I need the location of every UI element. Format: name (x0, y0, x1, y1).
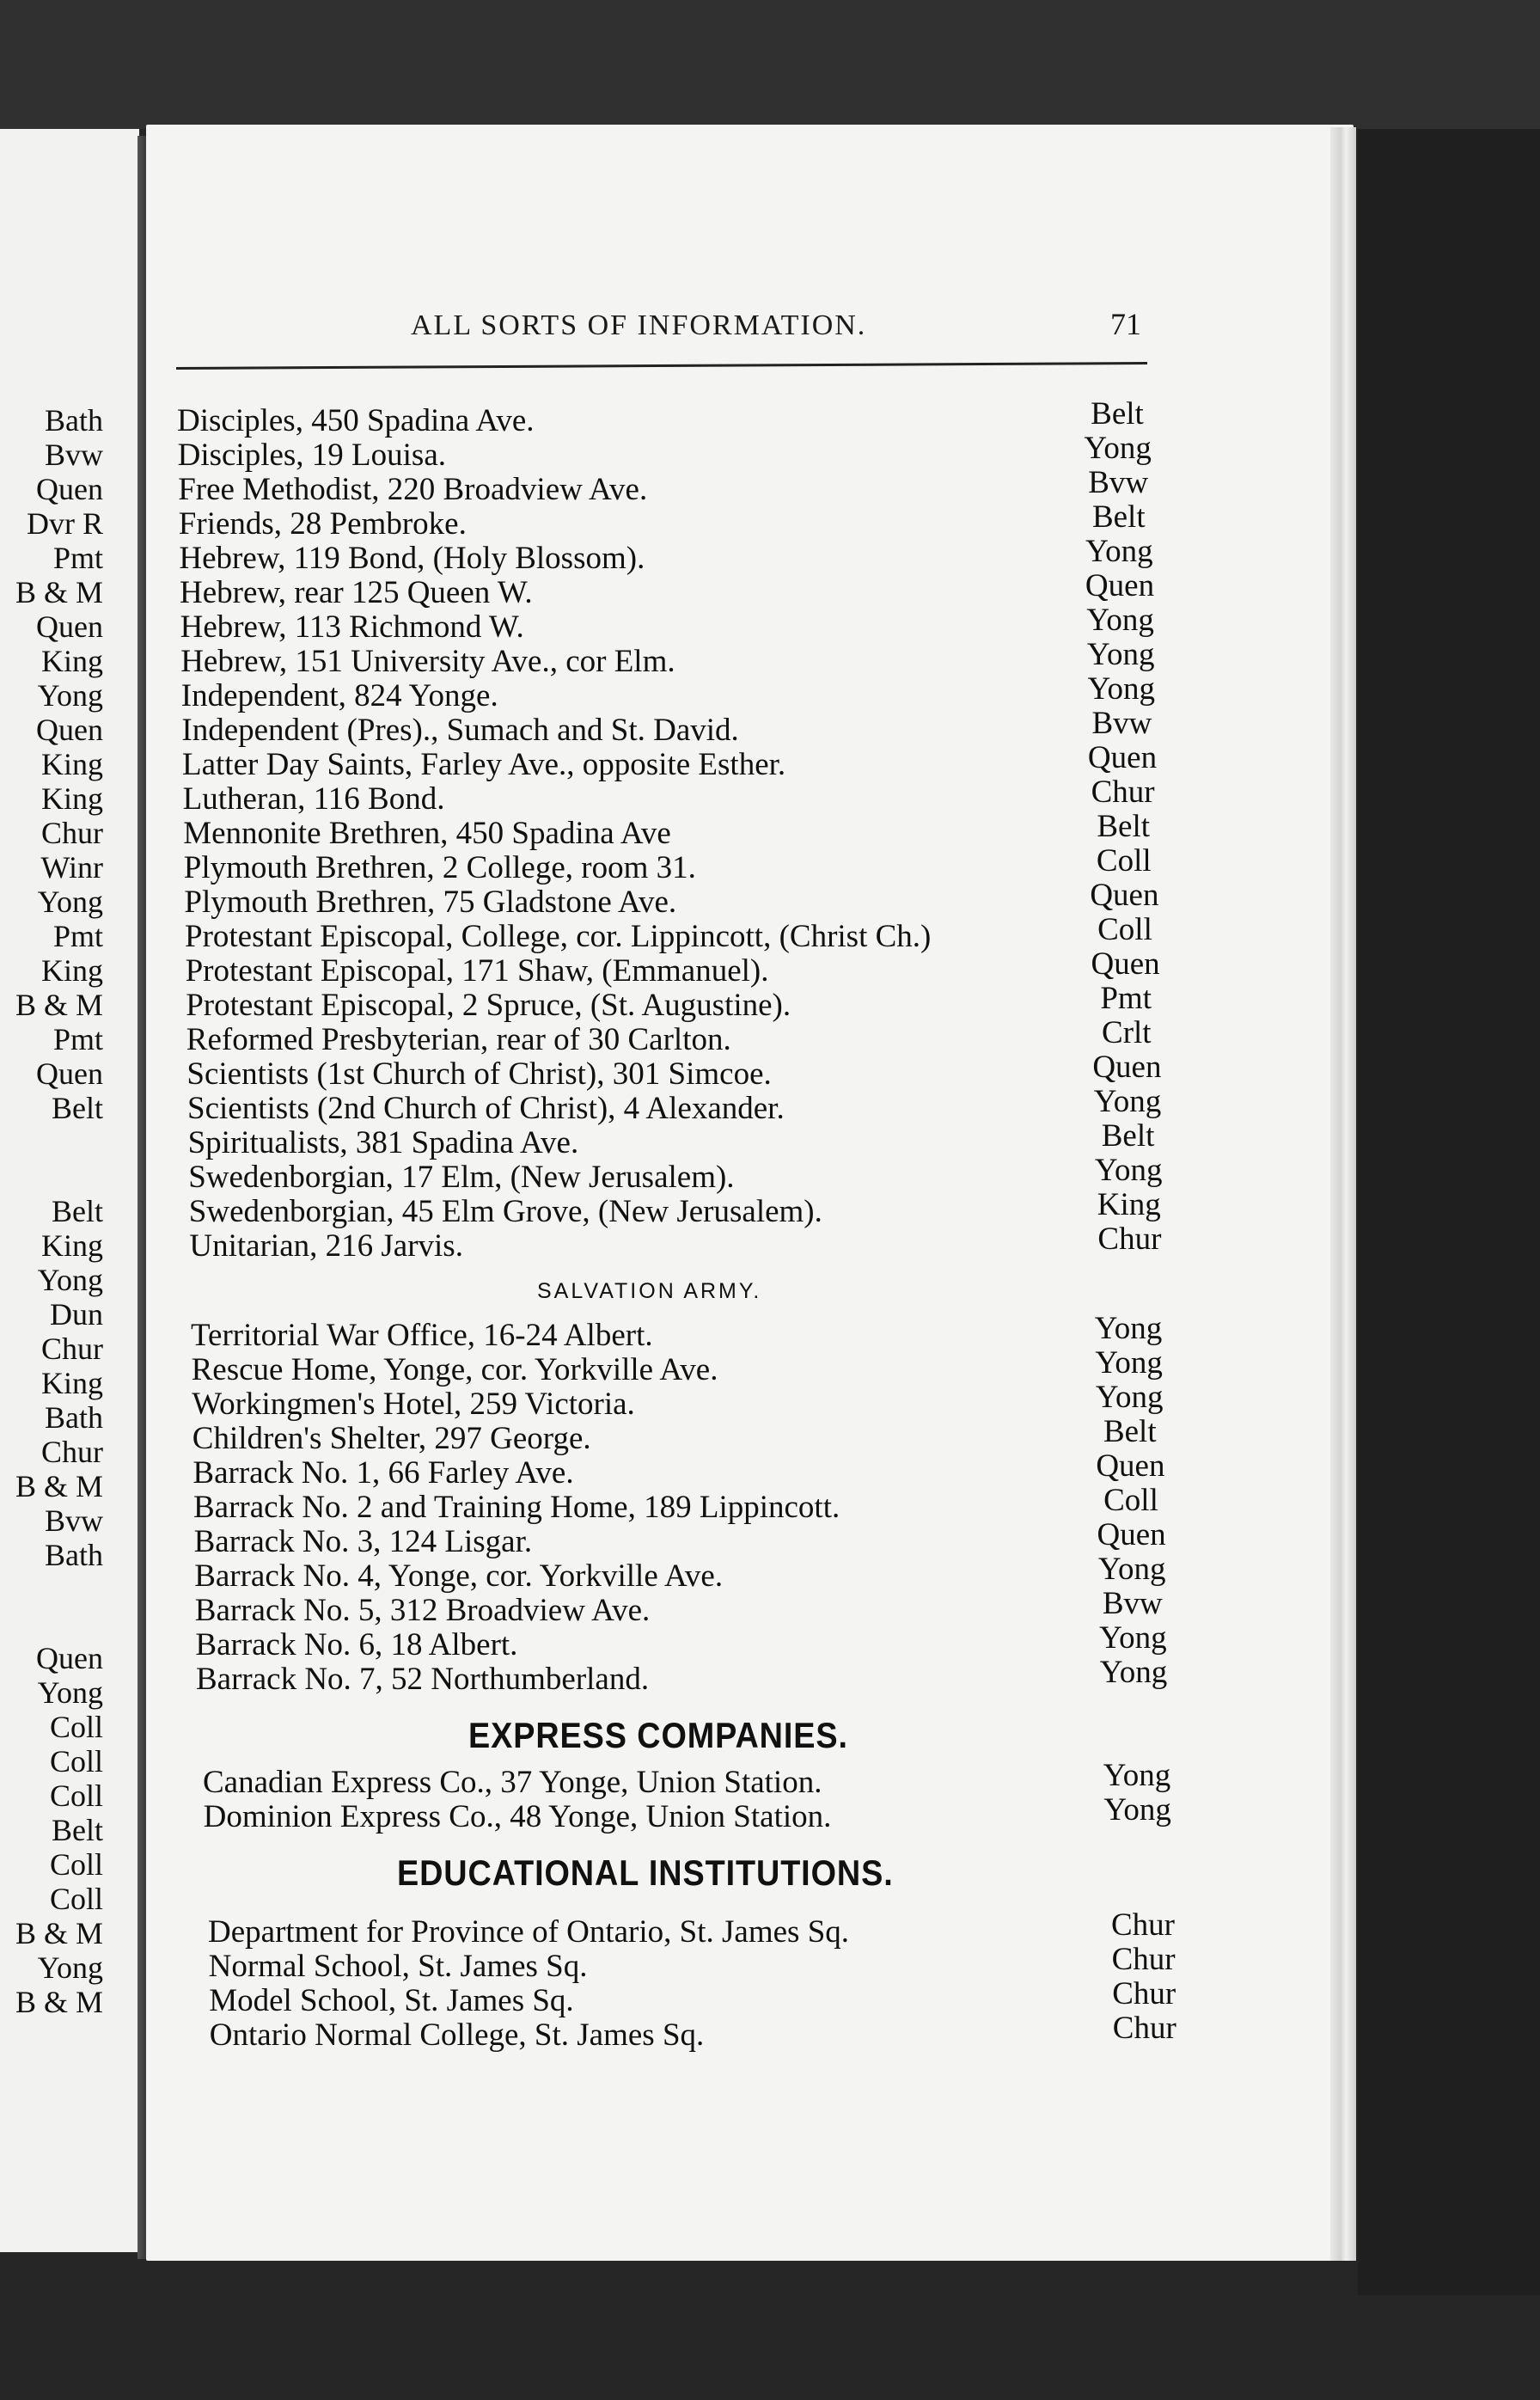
left-page-code: Coll (49, 1710, 103, 1744)
left-page-code: B & M (15, 1916, 103, 1950)
entry-text: Workingmen's Hotel, 259 Victoria. (192, 1387, 635, 1422)
entry-code: Yong (1094, 1311, 1163, 1346)
left-page-code: Bath (45, 1538, 103, 1572)
left-page-code: Coll (49, 1847, 103, 1882)
entry-code: Coll (1097, 912, 1152, 947)
entry-code: Pmt (1100, 981, 1152, 1016)
left-page-code: Yong (37, 885, 103, 919)
entry-code: King (1097, 1187, 1161, 1222)
left-page-code: B & M (15, 1469, 103, 1503)
entry-code: Yong (1085, 534, 1153, 569)
entry-code: Chur (1097, 1221, 1162, 1257)
left-page-code: Belt (52, 1194, 103, 1228)
entry-text: Barrack No. 4, Yonge, cor. Yorkville Ave. (194, 1558, 724, 1594)
entry-text: Spiritualists, 381 Spadina Ave. (187, 1125, 579, 1160)
left-page-code: Chur (41, 1332, 103, 1366)
entry-code: Quen (1091, 946, 1160, 982)
entry-text: Territorial War Office, 16-24 Albert. (191, 1318, 653, 1353)
salvation-army-heading: SALVATION ARMY. (537, 1279, 762, 1303)
running-header (411, 309, 866, 342)
left-page-code: Quen (36, 609, 103, 644)
entry-text: Scientists (1st Church of Christ), 301 Simcoe. (186, 1056, 772, 1092)
page-number: 71 (1110, 307, 1141, 341)
entry-code: Belt (1091, 499, 1146, 535)
entry-code: Chur (1112, 2011, 1176, 2046)
entry-text: Lutheran, 116 Bond. (182, 781, 445, 817)
entry-text: Barrack No. 6, 18 Albert. (195, 1627, 518, 1662)
left-page-code: Coll (49, 1779, 103, 1813)
entry-code: Quen (1096, 1448, 1165, 1484)
entry-code: Yong (1084, 431, 1152, 466)
left-page-code: Belt (52, 1091, 103, 1125)
entry-text: Barrack No. 2 and Training Home, 189 Lippincott. (193, 1490, 840, 1525)
entry-code: Yong (1093, 1084, 1162, 1119)
entry-text: Rescue Home, Yonge, cor. Yorkville Ave. (191, 1352, 718, 1387)
entry-code: Yong (1095, 1380, 1164, 1415)
left-page-code: Chur (41, 816, 103, 850)
entry-text: Swedenborgian, 17 Elm, (New Jerusalem). (188, 1160, 735, 1195)
entry-code: Chur (1111, 1907, 1175, 1943)
entry-code: Chur (1091, 774, 1155, 810)
left-page-code: King (41, 747, 103, 781)
left-page-code: Winr (40, 850, 103, 885)
entry-code: Yong (1097, 1552, 1166, 1587)
left-page-code: Bath (45, 1400, 103, 1435)
left-page-code: Quen (36, 1056, 103, 1091)
left-page-code: Yong (37, 678, 103, 713)
entry-code: Yong (1099, 1655, 1168, 1690)
entry-code: Coll (1103, 1483, 1158, 1518)
entry-text: Model School, St. James Sq. (209, 1983, 574, 2018)
entry-text: Reformed Presbyterian, rear of 30 Carlton. (186, 1022, 731, 1057)
page-edges (1330, 127, 1356, 2261)
entry-text: Disciples, 450 Spadina Ave. (177, 403, 535, 438)
left-page-code: Pmt (52, 1022, 103, 1056)
entry-code: Crlt (1102, 1015, 1152, 1050)
entry-text: Dominion Express Co., 48 Yonge, Union Station. (203, 1799, 832, 1834)
left-page-code: Quen (36, 472, 103, 506)
entry-code: Chur (1111, 1942, 1176, 1977)
left-page-code: B & M (15, 575, 103, 609)
left-page-code: Coll (49, 1882, 103, 1916)
entry-code: Quen (1097, 1517, 1166, 1552)
entry-text: Hebrew, 113 Richmond W. (180, 609, 524, 645)
entry-code: Chur (1112, 1976, 1176, 2011)
running-header-text: ALL SORTS OF INFORMATION. (411, 309, 867, 341)
entry-code: Yong (1103, 1792, 1171, 1828)
entry-text: Barrack No. 7, 52 Northumberland. (196, 1662, 650, 1697)
entry-text: Protestant Episcopal, 2 Spruce, (St. Augustine). (186, 988, 791, 1023)
left-page-code: King (41, 644, 103, 678)
left-page-code: Bvw (44, 1503, 103, 1538)
entry-text: Plymouth Brethren, 2 College, room 31. (183, 850, 696, 885)
left-page-code: King (41, 1228, 103, 1263)
entry-text: Department for Province of Ontario, St. James Sq. (208, 1914, 850, 1950)
entry-code: Yong (1087, 671, 1156, 707)
left-page-code: Quen (36, 713, 103, 747)
left-page-code: Coll (49, 1744, 103, 1779)
scan-top-margin (0, 0, 1540, 129)
entry-text: Free Methodist, 220 Broadview Ave. (178, 472, 648, 507)
entry-text: Hebrew, 151 University Ave., cor Elm. (180, 644, 675, 679)
left-page-code: B & M (15, 988, 103, 1022)
left-page-code: Bvw (44, 438, 103, 472)
entry-text: Barrack No. 3, 124 Lisgar. (193, 1524, 533, 1559)
entry-text: Mennonite Brethren, 450 Spadina Ave (183, 816, 671, 851)
entry-text: Protestant Episcopal, College, cor. Lippincott, (Christ Ch.) (185, 919, 932, 954)
entry-code: Yong (1094, 1153, 1163, 1188)
left-page-code: Quen (36, 1641, 103, 1675)
entry-text: Hebrew, rear 125 Queen W. (180, 575, 533, 610)
entry-code: Bvw (1088, 465, 1149, 500)
entry-code: Yong (1103, 1758, 1171, 1793)
entry-code: Yong (1095, 1345, 1163, 1381)
left-page-code: Yong (37, 1675, 103, 1710)
left-page-code: King (41, 781, 103, 816)
left-page-code: B & M (15, 1985, 103, 2019)
entry-code: Quen (1090, 878, 1159, 913)
entry-code: Quen (1087, 740, 1158, 775)
entry-text: Normal School, St. James Sq. (208, 1949, 588, 1984)
left-page-code: Pmt (52, 541, 103, 575)
entry-code: Bvw (1102, 1586, 1163, 1621)
entry-text: Children's Shelter, 297 George. (192, 1421, 591, 1456)
left-page-code: Belt (52, 1813, 103, 1847)
entry-code: Belt (1101, 1118, 1155, 1154)
left-page-code: Dun (50, 1297, 103, 1332)
entry-text: Plymouth Brethren, 75 Gladstone Ave. (184, 885, 677, 920)
left-page-code: King (41, 953, 103, 988)
entry-text: Latter Day Saints, Farley Ave., opposite Esther. (182, 747, 786, 782)
entry-code: Yong (1086, 637, 1155, 672)
left-page-code: Dvr R (27, 506, 103, 541)
entry-code: Belt (1097, 809, 1151, 844)
entry-code: Belt (1103, 1414, 1157, 1449)
scan-right-margin (1358, 129, 1540, 2295)
entry-text: Ontario Normal College, St. James Sq. (209, 2017, 705, 2053)
entry-text: Unitarian, 216 Jarvis. (189, 1228, 463, 1264)
entry-code: Quen (1092, 1050, 1162, 1085)
entry-code: Belt (1091, 396, 1144, 432)
entry-text: Protestant Episcopal, 171 Shaw, (Emmanuel). (185, 953, 769, 989)
entry-text: Hebrew, 119 Bond, (Holy Blossom). (179, 541, 645, 576)
entry-text: Barrack No. 5, 312 Broadview Ave. (194, 1593, 651, 1628)
entry-code: Yong (1099, 1620, 1167, 1656)
left-page-code: Yong (37, 1950, 103, 1985)
left-page-code: Yong (37, 1263, 103, 1297)
entry-text: Independent, 824 Yonge. (180, 678, 498, 713)
left-page-code: Pmt (52, 919, 103, 953)
entry-code: Quen (1085, 568, 1155, 603)
entry-text: Independent (Pres)., Sumach and St. David. (181, 713, 739, 748)
entry-text: Scientists (2nd Church of Christ), 4 Alexander. (187, 1091, 785, 1126)
entry-code: Yong (1086, 603, 1154, 638)
left-page-code: King (41, 1366, 103, 1400)
entry-text: Barrack No. 1, 66 Farley Ave. (192, 1455, 574, 1491)
entry-code: Coll (1096, 843, 1152, 879)
entry-code: Bvw (1091, 706, 1152, 741)
educational-institutions-heading: EDUCATIONAL INSTITUTIONS. (397, 1852, 894, 1893)
express-companies-heading: EXPRESS COMPANIES. (468, 1715, 848, 1755)
entry-text: Disciples, 19 Louisa. (177, 438, 446, 473)
left-page-code: Chur (41, 1435, 103, 1469)
left-page-code: Bath (45, 403, 103, 438)
entry-text: Friends, 28 Pembroke. (178, 506, 467, 542)
entry-text: Swedenborgian, 45 Elm Grove, (New Jerusalem). (188, 1194, 822, 1229)
entry-text: Canadian Express Co., 37 Yonge, Union Station. (203, 1765, 822, 1800)
